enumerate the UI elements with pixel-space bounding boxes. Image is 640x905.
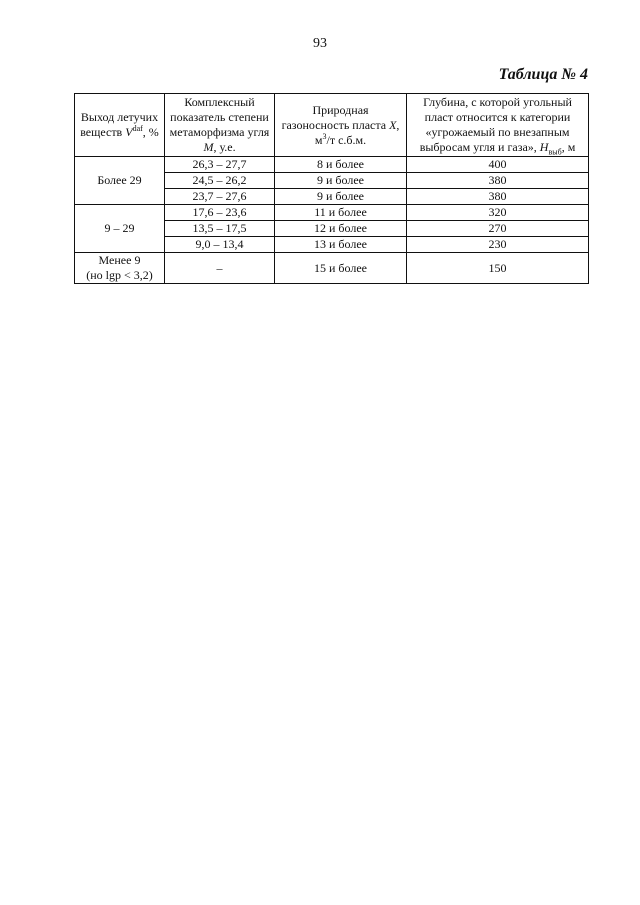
header-text: м [314, 132, 323, 147]
metamorphism-cell: 23,7 – 27,6 [165, 189, 275, 205]
header-text: показатель степени [170, 110, 269, 124]
gas-content-cell: 8 и более [275, 157, 407, 173]
gas-content-cell: 11 и более [275, 205, 407, 221]
table-row [75, 205, 589, 221]
volatile-group-cell [75, 253, 165, 284]
symbol-h: H [539, 140, 549, 154]
header-text: «угрожаемый по внезапным [425, 125, 570, 139]
header-volatile-matter [75, 94, 165, 157]
table-row [75, 253, 589, 284]
volatile-text: Менее 9 [98, 253, 141, 267]
depth-cell: 380 [407, 173, 589, 189]
header-text: , % [142, 125, 159, 139]
metamorphism-cell: – [165, 253, 275, 284]
volatile-group-cell: 9 – 29 [75, 205, 165, 253]
table-caption: Таблица № 4 [498, 66, 588, 83]
header-text: , м [561, 140, 576, 154]
depth-cell: 380 [407, 189, 589, 205]
header-text: /т с.б.м. [326, 132, 367, 147]
depth-cell: 400 [407, 157, 589, 173]
volatile-condition: (но lgp < 3,2) [86, 268, 153, 282]
header-text: веществ [80, 125, 126, 139]
header-text: , у.е. [213, 140, 236, 154]
symbol-m: M [203, 140, 214, 154]
header-text: газоносность пласта [281, 117, 390, 132]
unit-superscript: 3 [322, 131, 327, 141]
gas-content-cell: 13 и более [275, 237, 407, 253]
table-row [75, 157, 589, 173]
gas-content-cell: 12 и более [275, 221, 407, 237]
header-text: пласт относится к категории [424, 110, 571, 124]
gas-content-cell: 9 и более [275, 173, 407, 189]
header-text: , [396, 117, 400, 132]
header-text: Выход летучих [80, 110, 159, 124]
header-depth [407, 94, 589, 157]
metamorphism-cell: 9,0 – 13,4 [165, 237, 275, 253]
metamorphism-cell: 24,5 – 26,2 [165, 173, 275, 189]
table-header-row [75, 94, 589, 157]
header-text: выбросам угля и газа», [419, 140, 540, 154]
symbol-superscript: daf [132, 124, 143, 133]
header-text: Глубина, с которой угольный [423, 95, 572, 109]
metamorphism-cell: 17,6 – 23,6 [165, 205, 275, 221]
gas-content-cell: 15 и более [275, 253, 407, 284]
gas-content-cell: 9 и более [275, 189, 407, 205]
data-table [74, 93, 589, 284]
depth-cell: 320 [407, 205, 589, 221]
symbol-subscript: выб [548, 147, 562, 157]
metamorphism-cell: 13,5 – 17,5 [165, 221, 275, 237]
page-number: 93 [313, 36, 327, 51]
header-text: Комплексный [184, 95, 255, 109]
depth-cell: 150 [407, 253, 589, 284]
symbol-v: V [125, 125, 133, 139]
depth-cell: 230 [407, 237, 589, 253]
metamorphism-cell: 26,3 – 27,7 [165, 157, 275, 173]
symbol-x: X [389, 117, 397, 132]
header-metamorphism-index [165, 94, 275, 157]
header-gas-content [275, 94, 407, 157]
header-text: Природная [312, 102, 369, 117]
volatile-group-cell: Более 29 [75, 157, 165, 205]
header-text: метаморфизма угля [169, 125, 270, 139]
depth-cell: 270 [407, 221, 589, 237]
